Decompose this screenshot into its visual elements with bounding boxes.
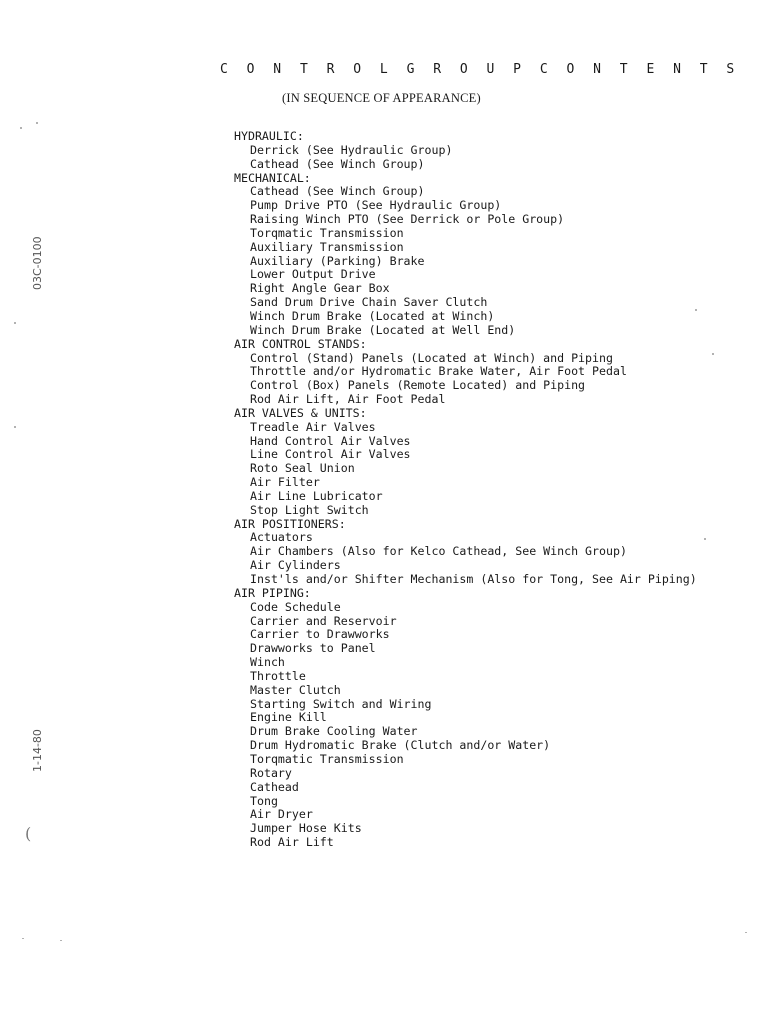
contents-item: Actuators	[250, 530, 313, 545]
contents-item: Cathead (See Winch Group)	[250, 184, 425, 199]
section-heading: HYDRAULIC:	[234, 129, 304, 143]
contents-list	[234, 130, 754, 850]
contents-item: Pump Drive PTO (See Hydraulic Group)	[250, 198, 502, 213]
contents-item: Carrier to Drawworks	[250, 627, 390, 642]
contents-item: Rod Air Lift, Air Foot Pedal	[250, 392, 446, 407]
contents-item: Air Filter	[250, 475, 320, 490]
section-items	[250, 185, 754, 337]
contents-item: Air Dryer	[250, 807, 313, 822]
section-items	[250, 421, 754, 518]
contents-section	[234, 587, 754, 850]
margin-code-label: 03C-0100	[31, 236, 44, 290]
contents-section	[234, 518, 754, 587]
contents-item: Auxiliary Transmission	[250, 239, 404, 254]
contents-item: Jumper Hose Kits	[250, 821, 362, 836]
scan-speck	[704, 538, 706, 540]
contents-item: Air Chambers (Also for Kelco Cathead, See Winch Group)	[250, 544, 627, 559]
contents-item: Torqmatic Transmission	[250, 751, 404, 766]
scan-speck	[695, 309, 697, 311]
scan-speck	[14, 426, 16, 428]
section-items	[250, 352, 754, 407]
contents-item: Sand Drum Drive Chain Saver Clutch	[250, 295, 488, 310]
margin-bracket-mark: (	[25, 824, 32, 843]
contents-section	[234, 130, 754, 172]
contents-item: Drum Brake Cooling Water	[250, 724, 418, 739]
contents-section	[234, 338, 754, 407]
section-heading: MECHANICAL:	[234, 170, 311, 185]
contents-item: Control (Box) Panels (Remote Located) and Piping	[250, 378, 586, 393]
section-items	[250, 601, 754, 850]
scan-speck	[36, 122, 38, 124]
contents-item: Air Cylinders	[250, 558, 341, 573]
section-items	[250, 144, 754, 172]
contents-item: Winch Drum Brake (Located at Winch)	[250, 308, 495, 323]
scan-speck	[20, 127, 22, 129]
contents-item: Auxiliary (Parking) Brake	[250, 253, 425, 268]
document-subtitle: (IN SEQUENCE OF APPEARANCE)	[282, 91, 481, 105]
contents-item: Treadle Air Valves	[250, 419, 376, 434]
contents-item: Cathead	[250, 779, 299, 794]
contents-item: Cathead (See Winch Group)	[250, 156, 425, 171]
contents-item: Throttle	[250, 668, 306, 683]
contents-item: Drawworks to Panel	[250, 641, 376, 656]
contents-item: Derrick (See Hydraulic Group)	[250, 142, 453, 157]
contents-item: Code Schedule	[250, 599, 341, 614]
contents-item: Engine Kill	[250, 710, 327, 725]
contents-item: Throttle and/or Hydromatic Brake Water, Air Foot Pedal	[250, 364, 627, 379]
contents-item: Raising Winch PTO (See Derrick or Pole Group)	[250, 212, 565, 227]
contents-item: Winch	[250, 655, 285, 670]
contents-item: Rotary	[250, 765, 292, 780]
scan-speck	[14, 322, 16, 324]
scan-speck	[745, 932, 747, 933]
contents-item: Stop Light Switch	[250, 502, 369, 517]
contents-item: Torqmatic Transmission	[250, 225, 404, 240]
contents-item: Drum Hydromatic Brake (Clutch and/or Water)	[250, 738, 551, 753]
scan-speck	[22, 938, 24, 939]
scan-speck	[60, 940, 62, 941]
contents-section	[234, 407, 754, 518]
contents-item: Carrier and Reservoir	[250, 613, 397, 628]
contents-item: Right Angle Gear Box	[250, 281, 390, 296]
contents-item: Control (Stand) Panels (Located at Winch) and Piping	[250, 350, 613, 365]
contents-item: Starting Switch and Wiring	[250, 696, 432, 711]
contents-section	[234, 172, 754, 338]
scan-speck	[712, 353, 714, 355]
margin-date-label: 1-14-80	[31, 729, 44, 772]
contents-item: Master Clutch	[250, 682, 341, 697]
contents-item: Line Control Air Valves	[250, 447, 411, 462]
contents-item: Inst'ls and/or Shifter Mechanism (Also for Tong, See Air Piping)	[250, 572, 697, 586]
contents-item: Tong	[250, 793, 278, 808]
section-heading: AIR PIPING:	[234, 585, 311, 600]
section-heading: AIR CONTROL STANDS:	[234, 336, 367, 351]
section-heading: AIR POSITIONERS:	[234, 516, 346, 531]
contents-item: Hand Control Air Valves	[250, 433, 411, 448]
section-items	[250, 531, 754, 586]
contents-item: Lower Output Drive	[250, 267, 376, 282]
document-title: C O N T R O L G R O U P C O N T E N T S	[220, 62, 740, 77]
section-heading: AIR VALVES & UNITS:	[234, 405, 367, 420]
contents-item: Winch Drum Brake (Located at Well End)	[250, 322, 516, 337]
contents-item: Rod Air Lift	[250, 835, 334, 850]
contents-item: Roto Seal Union	[250, 461, 355, 476]
contents-item: Air Line Lubricator	[250, 488, 383, 503]
